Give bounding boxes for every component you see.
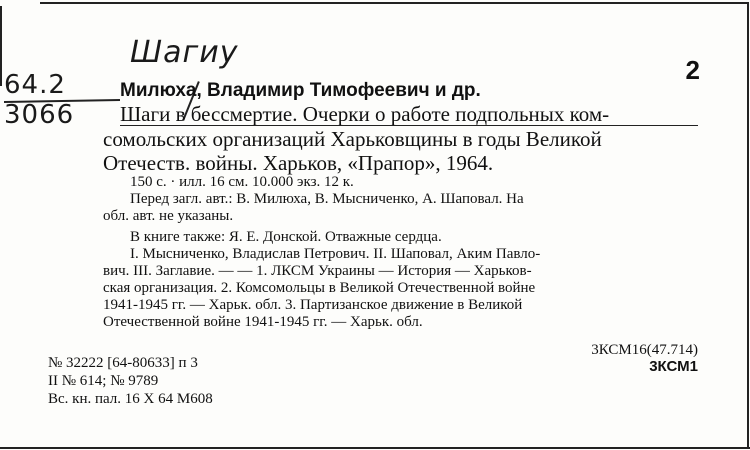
card-right-edge <box>747 2 749 448</box>
tracing-line: I. Мысниченко, Владислав Петрович. II. Шаповал, Аким Павло- <box>130 246 541 262</box>
footer-registry-number: II № 614; № 9789 <box>48 373 159 389</box>
footer-chamber-info: Вс. кн. пал. 16 Х 64 М608 <box>48 391 213 407</box>
card-number: 2 <box>685 55 700 85</box>
title-line-1: Шаги в бессмертие. Очерки о работе подпольных ком- <box>120 102 610 126</box>
physical-description: 150 с. · илл. 16 см. 10.000 экз. 12 к. <box>130 174 354 190</box>
handwritten-shelfmark-top: 64.2 <box>4 70 66 100</box>
title-underline <box>120 125 698 126</box>
tracing-line: ская организация. 2. Комсомольцы в Великой Отечественной войне <box>103 280 536 296</box>
note-line: Перед загл. авт.: В. Милюха, В. Мысниченко, А. Шаповал. На <box>130 191 524 207</box>
handwritten-title: Шагиу <box>130 35 239 70</box>
note-line: В книге также: Я. Е. Донской. Отважные сердца. <box>130 229 442 245</box>
note-line: обл. авт. не указаны. <box>103 208 234 224</box>
classification-code: 3КСМ16(47.714) <box>591 342 698 358</box>
classification-code-short: 3КСМ1 <box>649 358 698 375</box>
card-left-edge <box>0 6 2 86</box>
card-bottom-edge <box>0 447 750 449</box>
card-top-edge <box>40 2 748 4</box>
handwritten-shelfmark-bottom: 3066 <box>4 100 75 130</box>
tracing-line: 1941-1945 гг. — Харьк. обл. 3. Партизанское движение в Великой <box>103 297 523 313</box>
title-line-2: сомольских организаций Харьковщины в годы Великой <box>103 127 602 151</box>
footer-record-number: № 32222 [64-80633] п 3 <box>48 355 198 371</box>
tracing-line: Отечественной войне 1941-1945 гг. — Харьк. обл. <box>103 314 423 330</box>
author-line: Милюха, Владимир Тимофеевич и др. <box>120 80 481 101</box>
title-line-3: Отечеств. войны. Харьков, «Прапор», 1964. <box>103 151 494 175</box>
tracing-line: вич. III. Заглавие. — — 1. ЛКСМ Украины — История — Харьков- <box>103 263 532 279</box>
